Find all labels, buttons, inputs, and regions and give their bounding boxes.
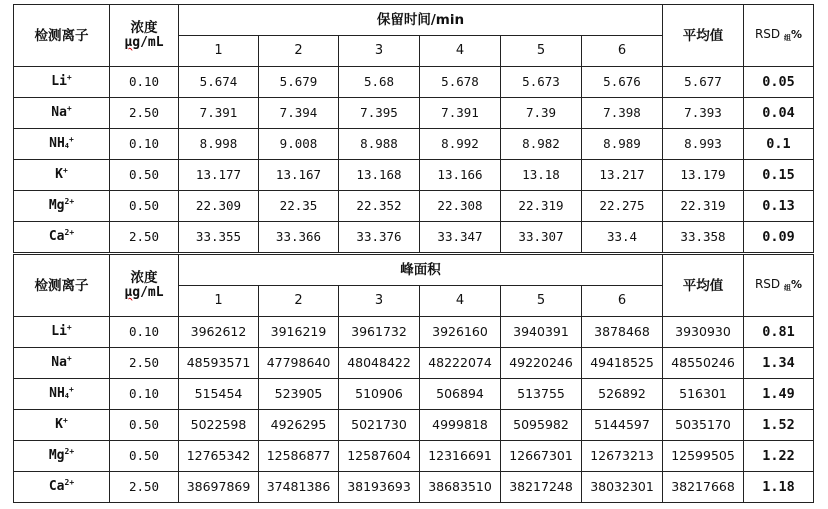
ion-charge: +: [66, 323, 72, 332]
value-cell: 33.347: [420, 222, 501, 254]
value-cell: 12586877: [259, 441, 339, 472]
ion-subscript: 4: [64, 392, 70, 400]
value-cell: 33.307: [501, 222, 582, 254]
ion-base: Ca: [48, 479, 65, 494]
ion-charge: +: [69, 385, 74, 394]
rsd-cell: 0.09: [744, 222, 814, 254]
value-cell: 33.4: [582, 222, 663, 254]
value-cell: 38683510: [420, 472, 501, 503]
ion-name-cell: [14, 129, 110, 160]
rsd-cell: 0.1: [744, 129, 814, 160]
rsd-column-header: [744, 5, 814, 67]
value-cell: 12667301: [501, 441, 582, 472]
value-cell: 9.008: [259, 129, 339, 160]
value-cell: 5.68: [339, 67, 420, 98]
ion-name-cell: [14, 67, 110, 98]
average-cell: 33.358: [663, 222, 744, 254]
concentration-unit-mu: μ: [124, 285, 133, 300]
ion-name-cell: [14, 441, 110, 472]
concentration-column-header: [110, 5, 179, 67]
value-cell: 13.18: [501, 160, 582, 191]
value-cell: 37481386: [259, 472, 339, 503]
value-cell: 7.39: [501, 98, 582, 129]
ion-charge: 2+: [64, 197, 75, 206]
concentration-cell: 2.50: [110, 98, 179, 129]
retention-header-row: [14, 5, 814, 36]
value-cell: 4999818: [420, 410, 501, 441]
value-cell: 5021730: [339, 410, 420, 441]
value-cell: 38217248: [501, 472, 582, 503]
value-cell: 8.988: [339, 129, 420, 160]
average-cell: 22.319: [663, 191, 744, 222]
rsd-label: [755, 277, 802, 291]
concentration-column-header: [110, 254, 179, 317]
ion-charge: 2+: [64, 447, 75, 456]
table-row: [14, 129, 814, 160]
concentration-unit: [124, 285, 163, 300]
value-cell: 513755: [501, 379, 582, 410]
rsd-column-header: [744, 254, 814, 317]
value-cell: 38697869: [179, 472, 259, 503]
value-cell: 8.982: [501, 129, 582, 160]
run-number-header: 6: [582, 36, 663, 67]
value-cell: 8.998: [179, 129, 259, 160]
value-cell: 515454: [179, 379, 259, 410]
value-cell: 48593571: [179, 348, 259, 379]
value-cell: 49220246: [501, 348, 582, 379]
value-cell: 510906: [339, 379, 420, 410]
value-cell: 38032301: [582, 472, 663, 503]
rsd-cell: 0.05: [744, 67, 814, 98]
run-number-header: 5: [501, 36, 582, 67]
value-cell: 12765342: [179, 441, 259, 472]
concentration-unit-rest: g/mL: [132, 285, 164, 300]
table-row: [14, 410, 814, 441]
ion-subscript: 4: [64, 142, 70, 150]
run-number-header: 1: [179, 286, 259, 317]
ion-name-cell: [14, 472, 110, 503]
ion-name-cell: [14, 191, 110, 222]
ion-charge: +: [63, 166, 68, 175]
average-cell: 7.393: [663, 98, 744, 129]
average-column-header: 平均值: [663, 254, 744, 317]
ion-base: Na: [51, 355, 67, 370]
value-cell: 22.35: [259, 191, 339, 222]
rsd-label-percent: %: [791, 27, 803, 41]
concentration-cell: 0.50: [110, 160, 179, 191]
ion-base: Na: [51, 105, 67, 120]
value-cell: 13.166: [420, 160, 501, 191]
rsd-label-subscript: 组: [784, 283, 791, 292]
ion-charge: +: [63, 416, 68, 425]
ion-base: Li: [51, 74, 67, 89]
value-cell: 12316691: [420, 441, 501, 472]
rsd-cell: 0.04: [744, 98, 814, 129]
concentration-unit-rest: g/mL: [132, 35, 164, 50]
ion-base: NH: [49, 386, 65, 401]
value-cell: 8.992: [420, 129, 501, 160]
average-cell: 12599505: [663, 441, 744, 472]
table-row: [14, 317, 814, 348]
ion-base: Mg: [48, 198, 65, 213]
value-cell: 13.217: [582, 160, 663, 191]
concentration-cell: 0.10: [110, 317, 179, 348]
value-cell: 48048422: [339, 348, 420, 379]
value-cell: 5.678: [420, 67, 501, 98]
retention-group-header: 保留时间/min: [179, 5, 663, 36]
average-cell: 13.179: [663, 160, 744, 191]
concentration-label: 浓度: [130, 270, 158, 286]
average-cell: 5035170: [663, 410, 744, 441]
rsd-cell: 1.22: [744, 441, 814, 472]
data-table-container: [13, 4, 814, 503]
table-row: [14, 441, 814, 472]
concentration-unit: [124, 35, 163, 50]
run-number-header: 5: [501, 286, 582, 317]
value-cell: 13.167: [259, 160, 339, 191]
concentration-cell: 0.10: [110, 67, 179, 98]
value-cell: 22.308: [420, 191, 501, 222]
value-cell: 12673213: [582, 441, 663, 472]
value-cell: 49418525: [582, 348, 663, 379]
ion-base: NH: [49, 136, 65, 151]
value-cell: 7.398: [582, 98, 663, 129]
value-cell: 4926295: [259, 410, 339, 441]
run-number-header: 6: [582, 286, 663, 317]
concentration-unit-mu: μ: [124, 35, 133, 50]
ion-chromatography-table: [13, 4, 814, 503]
value-cell: 22.352: [339, 191, 420, 222]
concentration-cell: 2.50: [110, 222, 179, 254]
table-row: [14, 348, 814, 379]
concentration-cell: 2.50: [110, 348, 179, 379]
run-number-header: 3: [339, 286, 420, 317]
rsd-label: [755, 27, 802, 41]
value-cell: 7.394: [259, 98, 339, 129]
concentration-cell: 0.50: [110, 191, 179, 222]
run-number-header: 4: [420, 36, 501, 67]
value-cell: 7.391: [179, 98, 259, 129]
ion-name-cell: [14, 348, 110, 379]
run-number-header: 3: [339, 36, 420, 67]
ion-base: Li: [51, 324, 67, 339]
rsd-cell: 1.49: [744, 379, 814, 410]
ion-charge: +: [66, 104, 72, 113]
value-cell: 38193693: [339, 472, 420, 503]
average-cell: 38217668: [663, 472, 744, 503]
ion-base: K: [55, 417, 63, 432]
ion-charge: 2+: [64, 228, 75, 237]
rsd-label-percent: %: [791, 277, 803, 291]
table-row: [14, 379, 814, 410]
ion-name-cell: [14, 410, 110, 441]
table-row: [14, 160, 814, 191]
value-cell: 5.679: [259, 67, 339, 98]
ion-column-header: 检测离子: [14, 5, 110, 67]
rsd-cell: 0.15: [744, 160, 814, 191]
run-number-header: 2: [259, 286, 339, 317]
concentration-label: 浓度: [130, 20, 158, 36]
value-cell: 47798640: [259, 348, 339, 379]
average-cell: 8.993: [663, 129, 744, 160]
average-cell: 5.677: [663, 67, 744, 98]
value-cell: 523905: [259, 379, 339, 410]
ion-column-header: 检测离子: [14, 254, 110, 317]
value-cell: 5.676: [582, 67, 663, 98]
average-cell: 48550246: [663, 348, 744, 379]
ion-name-cell: [14, 222, 110, 254]
ion-base: Ca: [48, 229, 65, 244]
value-cell: 5.674: [179, 67, 259, 98]
value-cell: 33.366: [259, 222, 339, 254]
value-cell: 3878468: [582, 317, 663, 348]
value-cell: 7.391: [420, 98, 501, 129]
rsd-label-text: RSD: [754, 26, 781, 41]
value-cell: 33.376: [339, 222, 420, 254]
rsd-cell: 1.34: [744, 348, 814, 379]
rsd-cell: 0.81: [744, 317, 814, 348]
ion-base: K: [55, 167, 63, 182]
value-cell: 22.319: [501, 191, 582, 222]
value-cell: 3961732: [339, 317, 420, 348]
ion-name-cell: [14, 379, 110, 410]
value-cell: 3926160: [420, 317, 501, 348]
value-cell: 526892: [582, 379, 663, 410]
value-cell: 7.395: [339, 98, 420, 129]
concentration-cell: 0.50: [110, 410, 179, 441]
ion-base: Mg: [48, 448, 65, 463]
table-row: [14, 191, 814, 222]
value-cell: 33.355: [179, 222, 259, 254]
average-cell: 3930930: [663, 317, 744, 348]
value-cell: 5022598: [179, 410, 259, 441]
area-group-header: 峰面积: [179, 254, 663, 286]
average-cell: 516301: [663, 379, 744, 410]
value-cell: 13.168: [339, 160, 420, 191]
run-number-header: 4: [420, 286, 501, 317]
value-cell: 506894: [420, 379, 501, 410]
ion-charge: +: [66, 354, 72, 363]
rsd-cell: 1.18: [744, 472, 814, 503]
ion-name-cell: [14, 98, 110, 129]
ion-charge: 2+: [64, 478, 75, 487]
run-number-header: 1: [179, 36, 259, 67]
rsd-cell: 0.13: [744, 191, 814, 222]
value-cell: 22.275: [582, 191, 663, 222]
value-cell: 5095982: [501, 410, 582, 441]
concentration-cell: 0.50: [110, 441, 179, 472]
value-cell: 13.177: [179, 160, 259, 191]
value-cell: 8.989: [582, 129, 663, 160]
concentration-cell: 0.10: [110, 129, 179, 160]
run-number-header: 2: [259, 36, 339, 67]
rsd-cell: 1.52: [744, 410, 814, 441]
ion-charge: +: [69, 135, 74, 144]
average-column-header: 平均值: [663, 5, 744, 67]
value-cell: 12587604: [339, 441, 420, 472]
area-header-row: [14, 254, 814, 286]
value-cell: 48222074: [420, 348, 501, 379]
table-row: [14, 67, 814, 98]
table-row: [14, 472, 814, 503]
value-cell: 3940391: [501, 317, 582, 348]
ion-name-cell: [14, 160, 110, 191]
value-cell: 22.309: [179, 191, 259, 222]
table-row: [14, 98, 814, 129]
table-row: [14, 222, 814, 254]
concentration-cell: 0.10: [110, 379, 179, 410]
value-cell: 5.673: [501, 67, 582, 98]
value-cell: 5144597: [582, 410, 663, 441]
rsd-label-text: RSD: [754, 276, 781, 291]
rsd-label-subscript: 组: [784, 33, 791, 42]
value-cell: 3916219: [259, 317, 339, 348]
ion-name-cell: [14, 317, 110, 348]
concentration-cell: 2.50: [110, 472, 179, 503]
ion-charge: +: [66, 73, 72, 82]
value-cell: 3962612: [179, 317, 259, 348]
